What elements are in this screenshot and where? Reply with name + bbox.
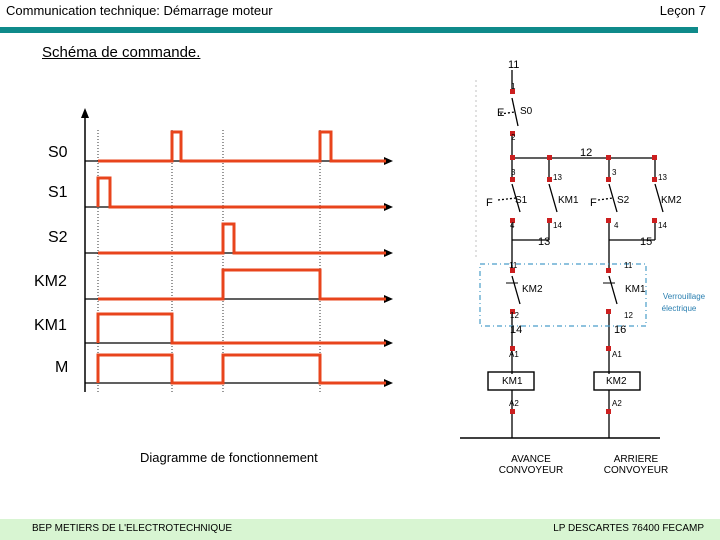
svg-text:12: 12 <box>510 311 519 320</box>
node-13-label: 13 <box>538 236 551 248</box>
header-title: Communication technique: Démarrage moteur <box>6 3 273 18</box>
waveform-s2 <box>98 224 386 253</box>
terminal-markers <box>510 89 657 414</box>
waveform-km1 <box>98 314 386 343</box>
svg-text:3: 3 <box>612 168 617 177</box>
signal-label-m: M <box>55 359 69 376</box>
timing-diagram <box>34 108 393 465</box>
waveform-km2 <box>98 270 386 299</box>
direction-forward-label: AVANCE <box>511 454 551 465</box>
km1-hold-contact-label: KM1 <box>558 195 579 206</box>
svg-text:F: F <box>590 197 597 209</box>
footer-school-program: BEP METIERS DE L'ELECTROTECHNIQUE <box>32 523 233 534</box>
svg-text:2: 2 <box>511 133 516 142</box>
node-16-label: 16 <box>614 324 627 336</box>
interlock-note: Verrouillage <box>662 292 706 301</box>
svg-text:CONVOYEUR: CONVOYEUR <box>498 465 564 476</box>
s2-contact-label: S2 <box>617 195 630 206</box>
event-markers <box>98 130 320 392</box>
control-schematic <box>460 70 663 438</box>
svg-text:13: 13 <box>553 173 562 182</box>
svg-text:14: 14 <box>553 221 562 230</box>
signal-label-km1: KM1 <box>34 317 67 334</box>
waveform-s1 <box>98 178 386 207</box>
svg-text:11: 11 <box>509 261 518 270</box>
svg-text:1: 1 <box>511 82 516 91</box>
interlock-contact-km1: KM1 <box>625 284 646 295</box>
interlock-contact-km2: KM2 <box>522 284 543 295</box>
s0-contact-label: S0 <box>520 106 533 117</box>
svg-text:CONVOYEUR: CONVOYEUR <box>603 465 669 476</box>
node-12-label: 12 <box>580 147 593 159</box>
svg-text:13: 13 <box>658 173 667 182</box>
svg-text:A2: A2 <box>509 399 519 408</box>
waveform-s0 <box>98 132 386 161</box>
signal-label-s1: S1 <box>48 184 68 201</box>
signal-label-km2: KM2 <box>34 273 67 290</box>
svg-text:A2: A2 <box>612 399 622 408</box>
svg-text:E: E <box>497 107 505 119</box>
section-subtitle: Schéma de commande. <box>42 44 201 61</box>
coil-km2-label: KM2 <box>606 376 627 387</box>
svg-text:F: F <box>486 197 493 209</box>
svg-text:4: 4 <box>510 221 515 230</box>
s1-contact-label: S1 <box>515 195 528 206</box>
time-axis-arrow-up <box>81 108 89 118</box>
footer-school-address: LP DESCARTES 76400 FECAMP <box>553 523 704 534</box>
waveform-m <box>98 355 386 383</box>
signal-label-s0: S0 <box>48 144 68 161</box>
node-11-label: 11 <box>508 59 520 71</box>
node-14-label: 14 <box>510 324 523 336</box>
svg-text:11: 11 <box>624 261 633 270</box>
lesson-number: Leçon 7 <box>659 3 706 18</box>
svg-text:A1: A1 <box>612 350 622 359</box>
direction-reverse-label: ARRIERE <box>613 454 659 465</box>
km2-hold-contact-label: KM2 <box>661 195 682 206</box>
svg-text:3: 3 <box>511 168 516 177</box>
interlock-box <box>480 264 646 326</box>
signal-label-s2: S2 <box>48 229 68 246</box>
svg-text:4: 4 <box>614 221 619 230</box>
svg-text:électrique: électrique <box>661 304 697 313</box>
svg-text:A1: A1 <box>509 350 519 359</box>
coil-km1-label: KM1 <box>502 376 523 387</box>
diagram-caption: Diagramme de fonctionnement <box>140 450 318 465</box>
node-15-label: 15 <box>640 236 653 248</box>
svg-text:14: 14 <box>658 221 667 230</box>
svg-text:12: 12 <box>624 311 633 320</box>
